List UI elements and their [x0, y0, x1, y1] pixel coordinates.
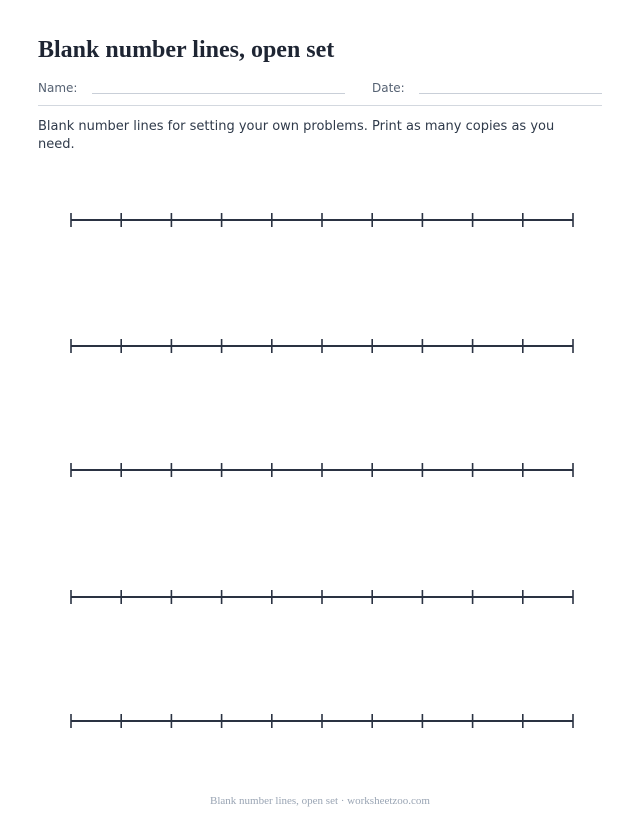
- number-line: [71, 213, 573, 227]
- instructions-text: Blank number lines for setting your own problems. Print as many copies as you need.: [38, 119, 555, 152]
- page-footer: Blank number lines, open set · worksheetzoo.com: [210, 795, 430, 807]
- date-label: Date:: [372, 81, 405, 95]
- name-label: Name:: [38, 81, 78, 95]
- number-line: [71, 590, 573, 604]
- number-line: [71, 463, 573, 477]
- number-line: [71, 339, 573, 353]
- number-line: [71, 714, 573, 728]
- page-title: Blank number lines, open set: [38, 37, 335, 63]
